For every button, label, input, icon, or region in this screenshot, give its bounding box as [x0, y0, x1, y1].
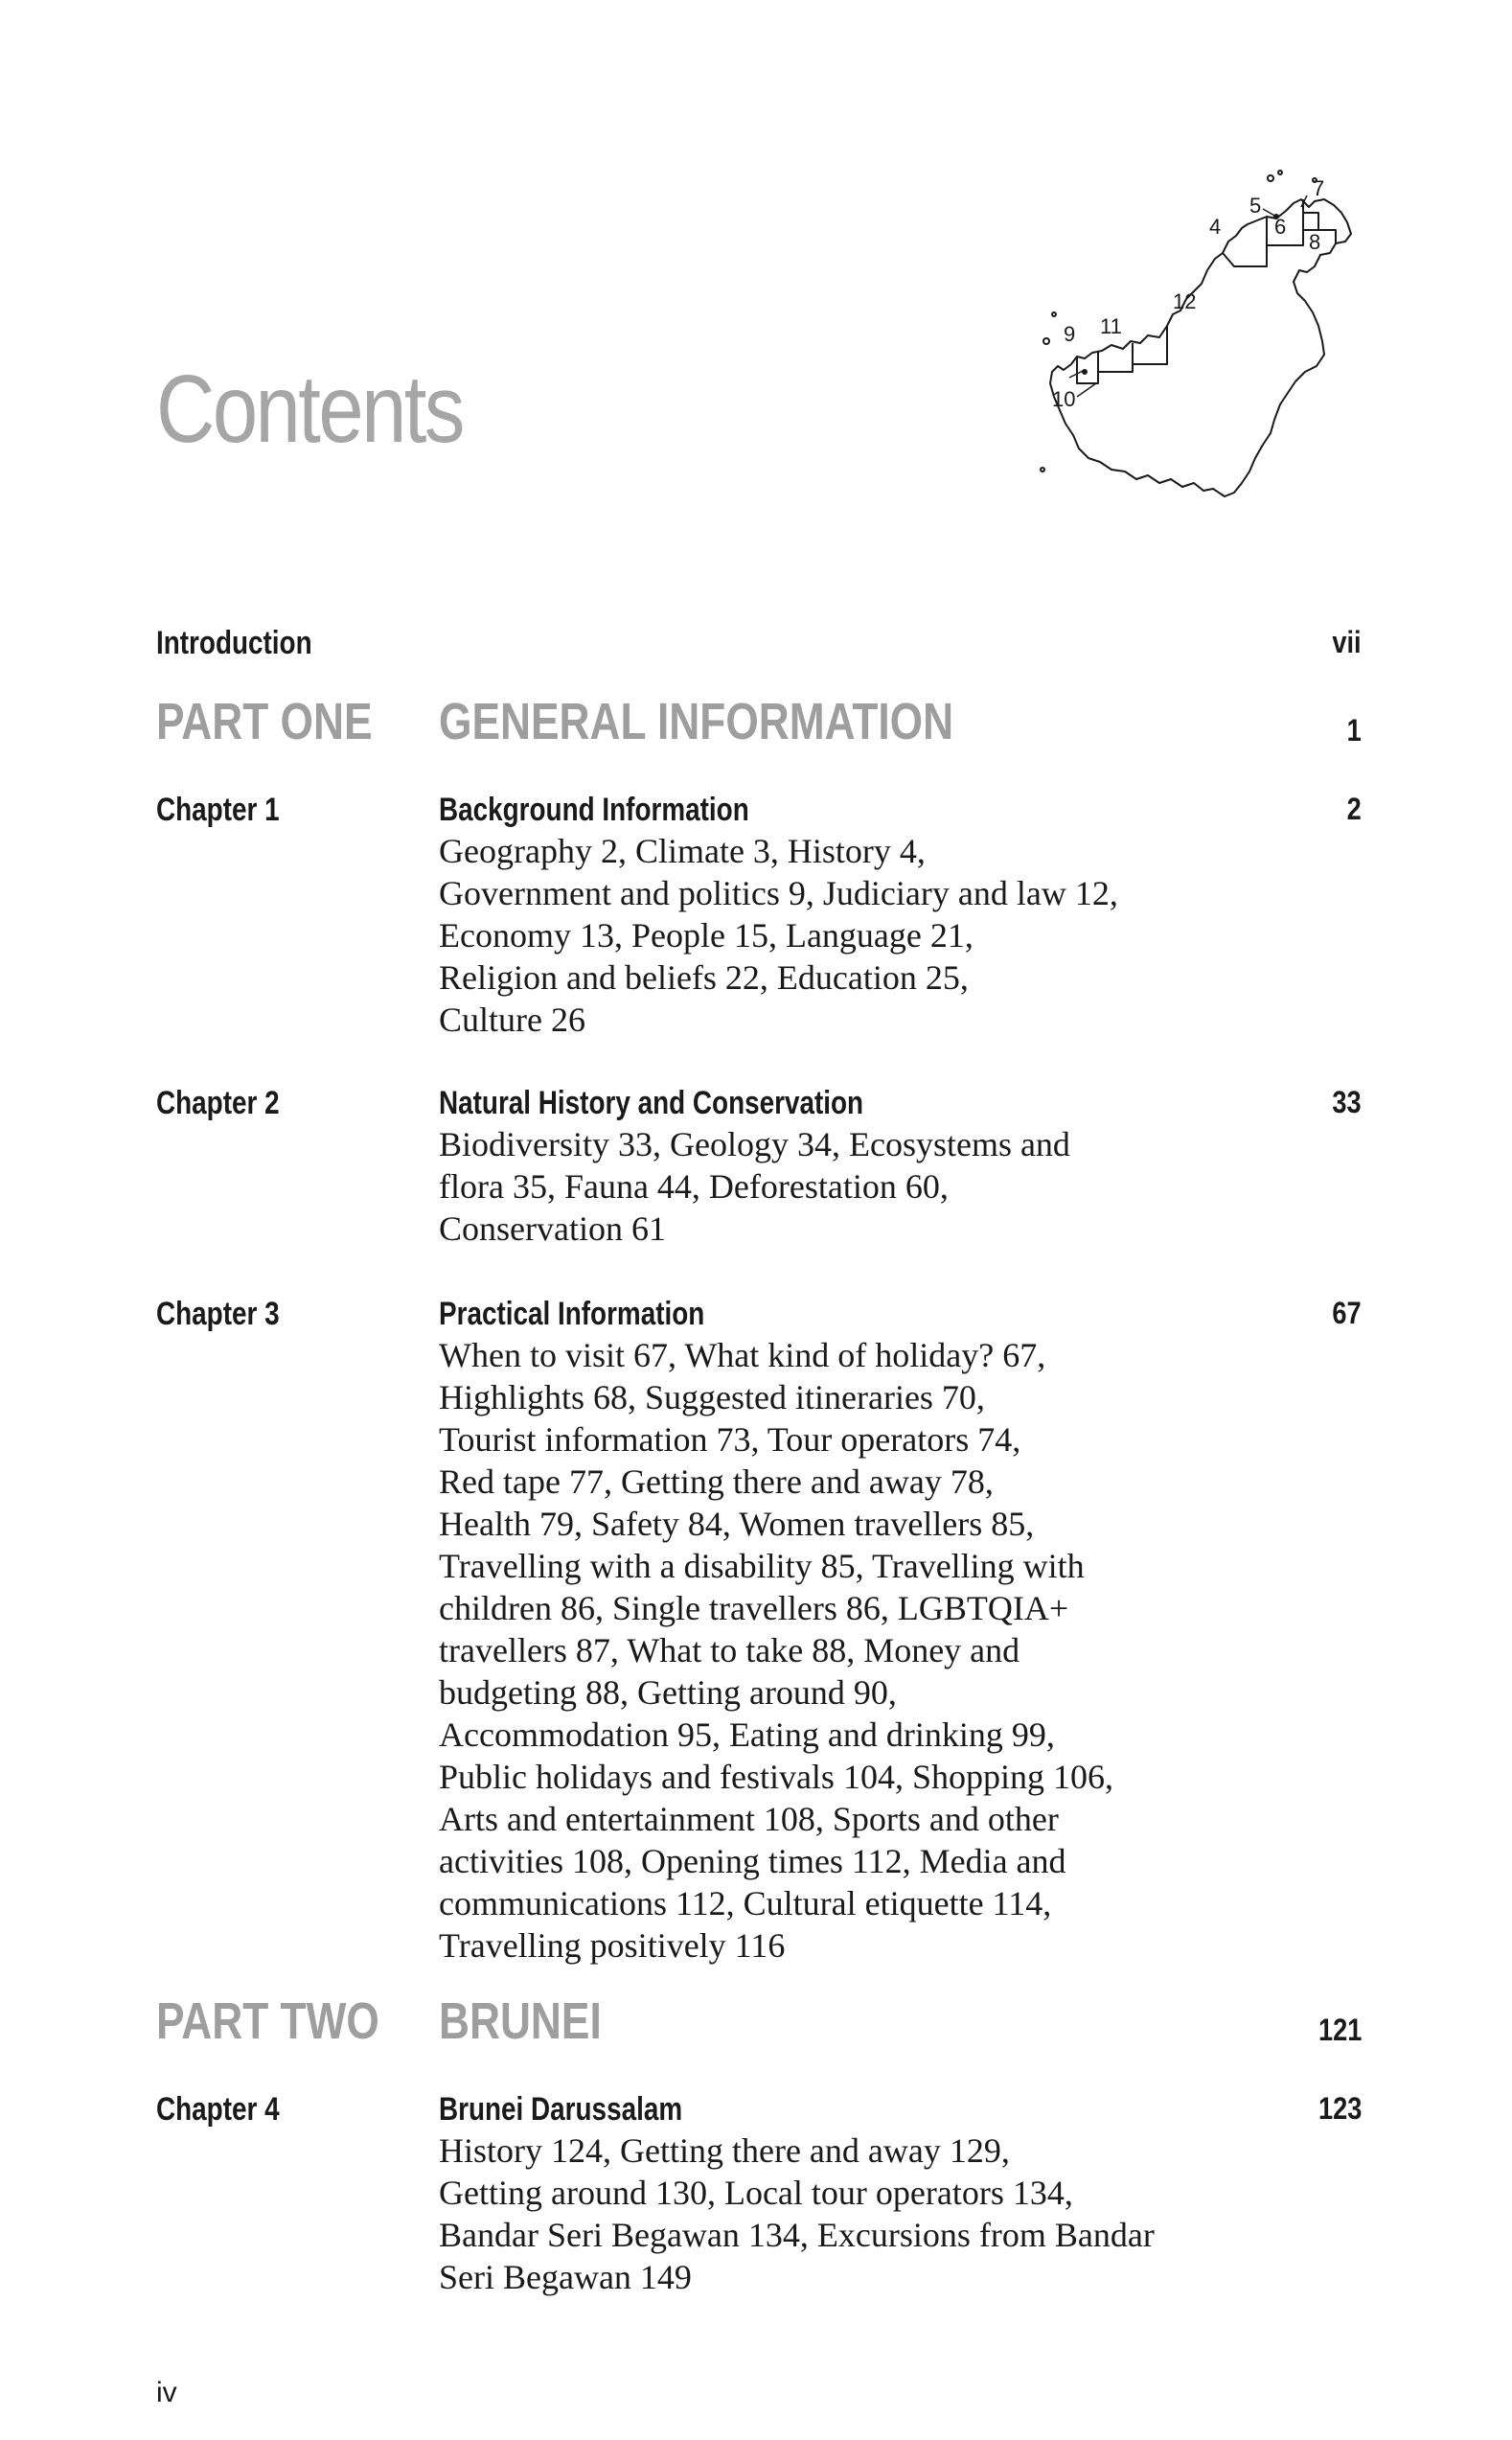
part-label: PART TWO [156, 1992, 379, 2050]
chapter-label: Chapter 3 [156, 1296, 280, 1332]
chapter-title: Brunei Darussalam [439, 2091, 683, 2128]
toc-page-number: 2 [1346, 792, 1362, 826]
map-region-12: 12 [1173, 289, 1197, 313]
toc-entry-label: Introduction [156, 625, 312, 661]
toc-page-number: vii [1332, 625, 1362, 659]
page-title: Contents [156, 356, 463, 463]
contents-line: flora 35, Fauna 44, Deforestation 60, [439, 1167, 949, 1206]
contents-line: History 124, Getting there and away 129, [439, 2131, 1010, 2170]
contents-line: Arts and entertainment 108, Sports and other [439, 1800, 1059, 1838]
contents-line: Highlights 68, Suggested itineraries 70, [439, 1378, 985, 1416]
map-region-6: 6 [1274, 215, 1287, 239]
contents-line: Travelling with a disability 85, Travelling with [439, 1547, 1085, 1585]
contents-line: budgeting 88, Getting around 90, [439, 1673, 897, 1712]
contents-line: Public holidays and festivals 104, Shopping 106, [439, 1758, 1113, 1796]
chapter-label: Chapter 1 [156, 792, 280, 828]
chapter-title: Background Information [439, 792, 749, 828]
map-region-8: 8 [1309, 230, 1321, 254]
contents-line: Accommodation 95, Eating and drinking 99, [439, 1715, 1055, 1754]
map-region-11: 11 [1100, 314, 1122, 338]
contents-line: Economy 13, People 15, Language 21, [439, 916, 974, 955]
contents-line: children 86, Single travellers 86, LGBTQIA+ [439, 1589, 1069, 1627]
map-region-10: 10 [1052, 387, 1076, 411]
chapter-title: Natural History and Conservation [439, 1085, 864, 1121]
toc-page-number: 123 [1317, 2091, 1362, 2126]
chapter-label: Chapter 4 [156, 2091, 280, 2128]
contents-line: Geography 2, Climate 3, History 4, [439, 832, 926, 870]
contents-line: Getting around 130, Local tour operators 134, [439, 2174, 1073, 2212]
toc-page-number: 1 [1346, 713, 1362, 748]
contents-line: travellers 87, What to take 88, Money and [439, 1631, 1020, 1669]
chapter-contents [439, 2129, 1263, 2298]
page-folio: iv [156, 2377, 177, 2408]
contents-line: Seri Begawan 149 [439, 2258, 692, 2296]
contents-line: Biodiversity 33, Geology 34, Ecosystems and [439, 1125, 1070, 1163]
chapter-contents [439, 830, 1263, 1041]
contents-line: Travelling positively 116 [439, 1926, 786, 1965]
toc-page-number: 67 [1332, 1296, 1362, 1330]
contents-line: Tourist information 73, Tour operators 74, [439, 1420, 1021, 1459]
chapter-contents [439, 1334, 1263, 1967]
part-label: PART ONE [156, 693, 373, 750]
chapter-label: Chapter 2 [156, 1085, 280, 1121]
contents-line: Government and politics 9, Judiciary and law 12, [439, 874, 1118, 912]
toc-page-number: 33 [1332, 1085, 1362, 1119]
part-title: GENERAL INFORMATION [439, 693, 954, 750]
map-region-9: 9 [1064, 322, 1076, 346]
chapter-title: Practical Information [439, 1296, 705, 1332]
contents-line: Bandar Seri Begawan 134, Excursions from Bandar [439, 2216, 1155, 2254]
chapter-contents [439, 1123, 1263, 1250]
contents-line: Conservation 61 [439, 1209, 666, 1248]
map-region-7: 7 [1313, 176, 1325, 200]
contents-line: When to visit 67, What kind of holiday? 67, [439, 1336, 1046, 1374]
toc-page-number: 121 [1317, 2013, 1362, 2047]
contents-line: Culture 26 [439, 1001, 585, 1039]
contents-line: activities 108, Opening times 112, Media and [439, 1842, 1066, 1880]
contents-line: Health 79, Safety 84, Women travellers 85, [439, 1505, 1035, 1543]
island-outline [1050, 199, 1351, 496]
map-region-4: 4 [1209, 215, 1222, 239]
part-title: BRUNEI [439, 1992, 602, 2050]
map-region-5: 5 [1249, 194, 1262, 218]
contents-line: Red tape 77, Getting there and away 78, [439, 1462, 994, 1501]
contents-line: communications 112, Cultural etiquette 114, [439, 1884, 1052, 1922]
borneo-map [977, 153, 1380, 575]
contents-line: Religion and beliefs 22, Education 25, [439, 958, 969, 997]
